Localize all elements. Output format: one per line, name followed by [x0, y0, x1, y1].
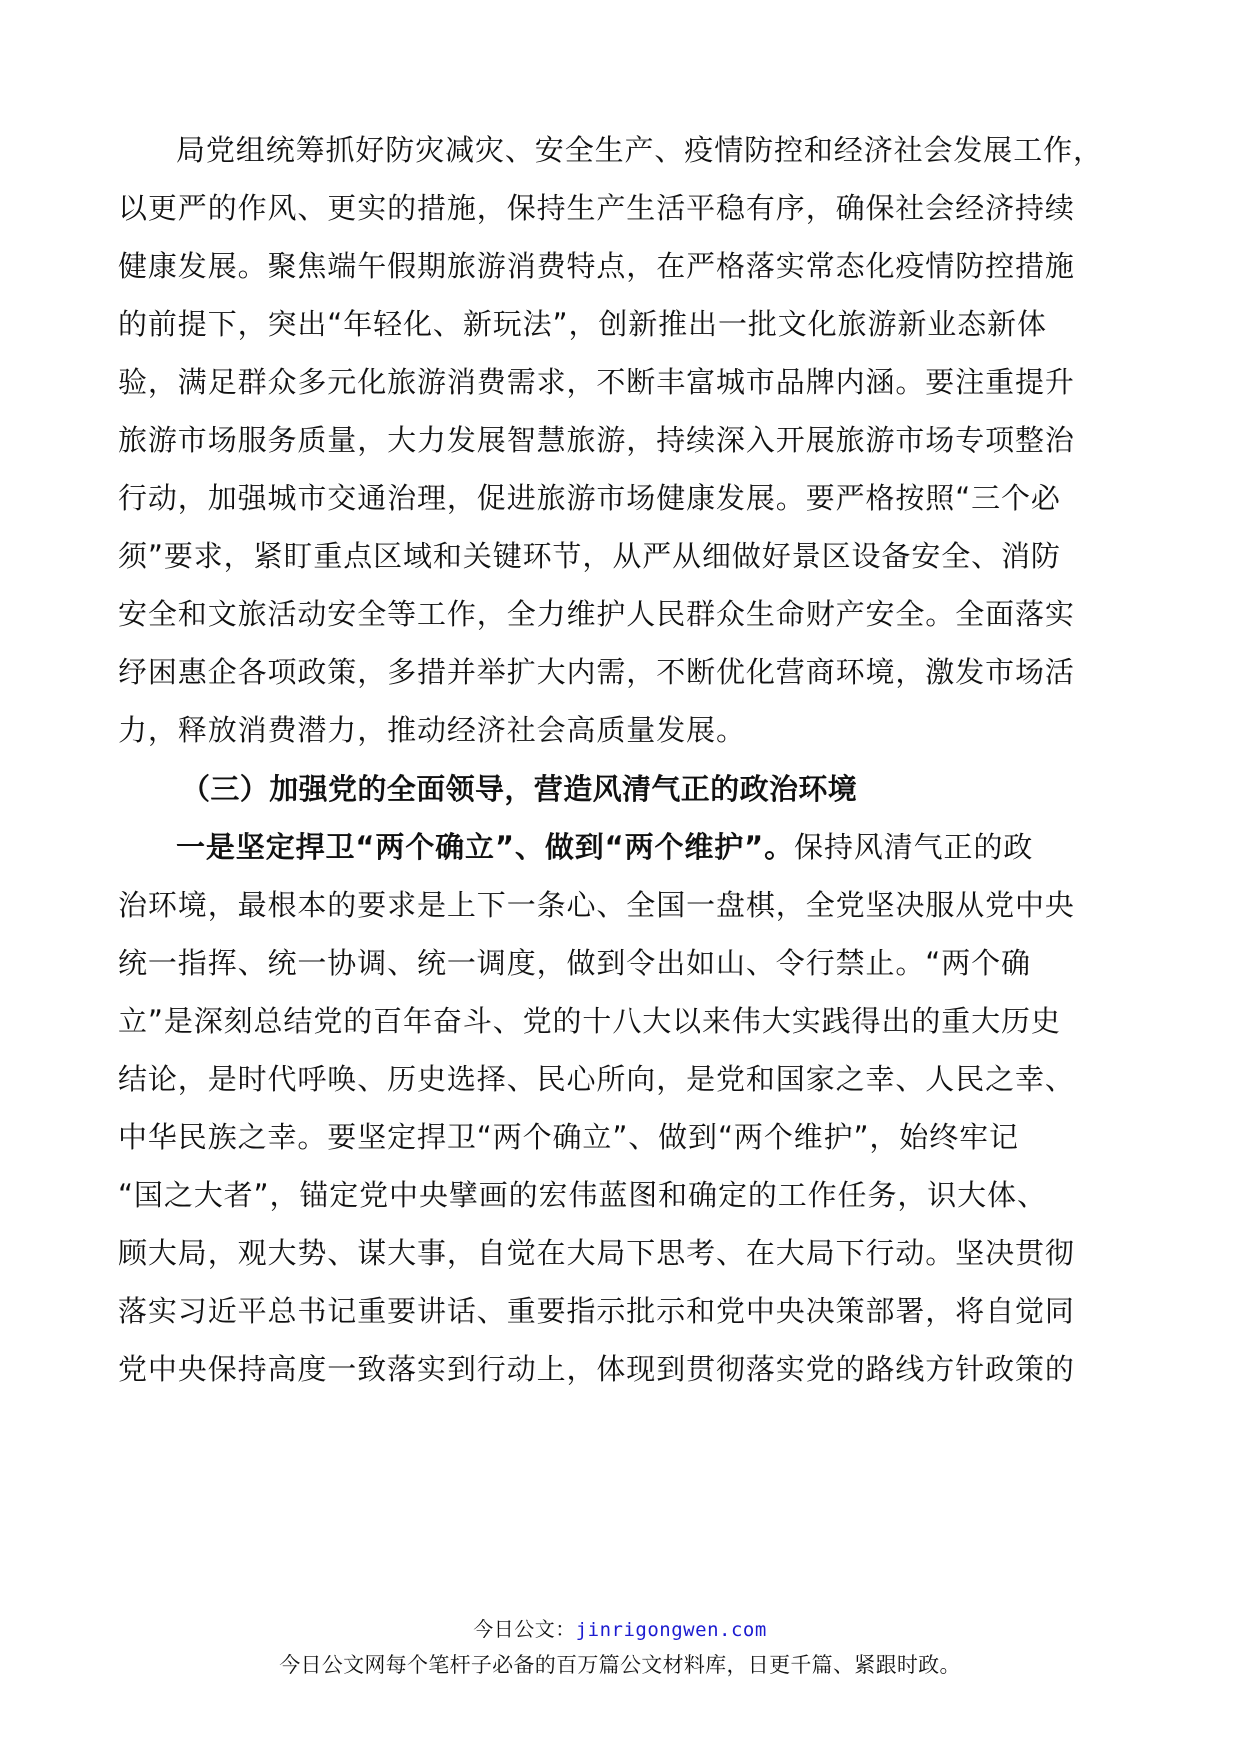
- paragraph1-line: 局党组统筹抓好防灾减灾、安全生产、疫情防控和经济社会发展工作，: [176, 133, 1103, 167]
- paragraph1-line: 力，释放消费潜力，推动经济社会高质量发展。: [118, 713, 746, 747]
- paragraph1-line: 的前提下，突出“年轻化、新玩法”，创新推出一批文化旅游新业态新体: [118, 307, 1047, 341]
- paragraph1-line: 验，满足群众多元化旅游消费需求，不断丰富城市品牌内涵。要注重提升: [118, 365, 1075, 399]
- paragraph2-line: 党中央保持高度一致落实到行动上，体现到贯彻落实党的路线方针政策的: [118, 1352, 1075, 1386]
- footer-site: [0, 1614, 1240, 1644]
- paragraph2-line: 结论，是时代呼唤、历史选择、民心所向，是党和国家之幸、人民之幸、: [118, 1062, 1075, 1096]
- footer-slogan: 今日公文网每个笔杆子必备的百万篇公文材料库，日更千篇、紧跟时政。: [279, 1653, 961, 1677]
- paragraph2-line: 立”是深刻总结党的百年奋斗、党的十八大以来伟大实践得出的重大历史: [118, 1004, 1061, 1038]
- paragraph2-first-line: [176, 827, 1122, 867]
- paragraph2-line: 落实习近平总书记重要讲话、重要指示批示和党中央决策部署，将自觉同: [118, 1294, 1075, 1328]
- paragraph2-lead-rest: 保持风清气正的政: [794, 830, 1034, 864]
- paragraph2-lead-bold: 一是坚定捍卫“两个确立”、做到“两个维护”。: [176, 830, 795, 864]
- paragraph1-line: 安全和文旅活动安全等工作，全力维护人民群众生命财产安全。全面落实: [118, 597, 1075, 631]
- paragraph2-line: 顾大局，观大势、谋大事，自觉在大局下思考、在大局下行动。坚决贯彻: [118, 1236, 1075, 1270]
- section-heading: （三）加强党的全面领导，营造风清气正的政治环境: [181, 772, 858, 806]
- paragraph2-line: “国之大者”，锚定党中央擘画的宏伟蓝图和确定的工作任务，识大体、: [118, 1178, 1047, 1212]
- paragraph2-line: 治环境，最根本的要求是上下一条心、全国一盘棋，全党坚决服从党中央: [118, 888, 1075, 922]
- paragraph1-line: 健康发展。聚焦端午假期旅游消费特点，在严格落实常态化疫情防控措施: [118, 249, 1075, 283]
- footer-site-label: 今日公文：: [473, 1617, 576, 1641]
- footer-site-link[interactable]: jinrigongwen.com: [575, 1619, 767, 1641]
- paragraph1-line: 纾困惠企各项政策，多措并举扩大内需，不断优化营商环境，激发市场活: [118, 655, 1075, 689]
- paragraph1-line: 须”要求，紧盯重点区域和关键环节，从严从细做好景区设备安全、消防: [118, 539, 1061, 573]
- paragraph2-line: 中华民族之幸。要坚定捍卫“两个确立”、做到“两个维护”，始终牢记: [118, 1120, 1019, 1154]
- paragraph1-line: 以更严的作风、更实的措施，保持生产生活平稳有序，确保社会经济持续: [118, 191, 1075, 225]
- paragraph1-line: 行动，加强城市交通治理，促进旅游市场健康发展。要严格按照“三个必: [118, 481, 1061, 515]
- paragraph2-line: 统一指挥、统一协调、统一调度，做到令出如山、令行禁止。“两个确: [118, 946, 1031, 980]
- paragraph1-line: 旅游市场服务质量，大力发展智慧旅游，持续深入开展旅游市场专项整治: [118, 423, 1075, 457]
